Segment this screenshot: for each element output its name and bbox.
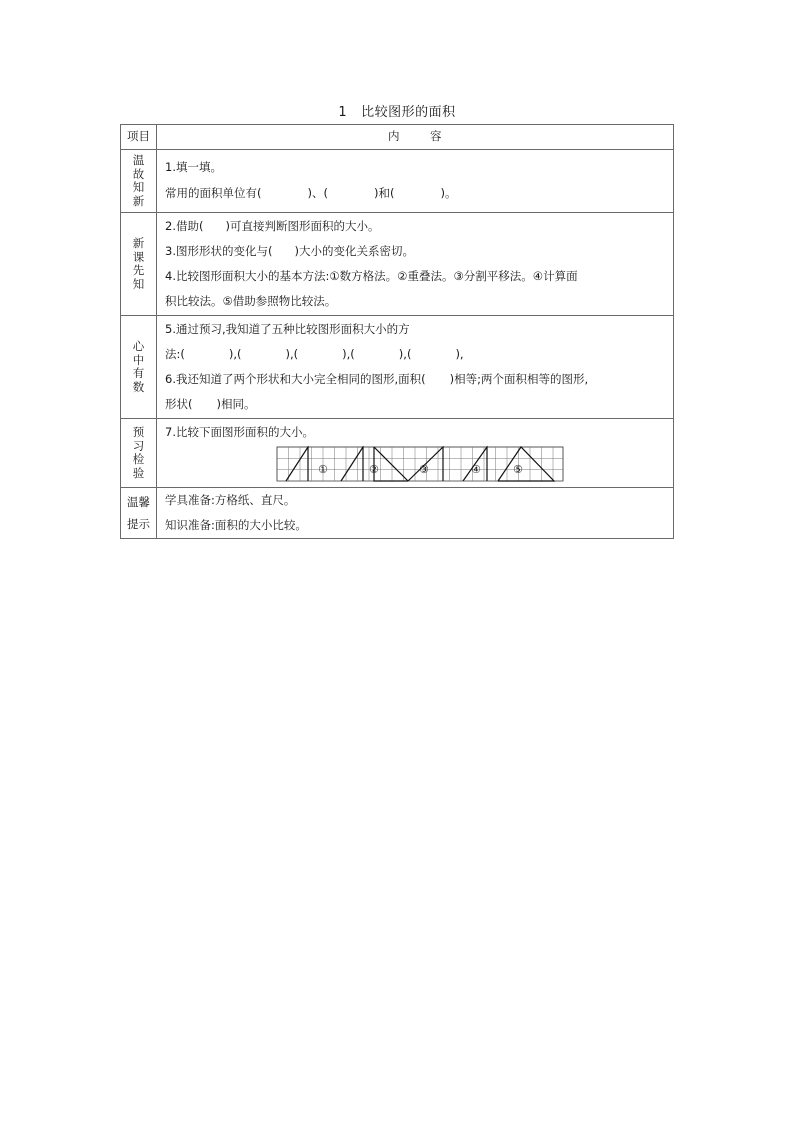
- shape-1: [286, 447, 308, 481]
- shape-label-5: ⑤: [513, 463, 523, 476]
- row-new-lesson: [121, 213, 674, 316]
- row-tips-content: [157, 488, 674, 539]
- shapes-grid-figure: [275, 446, 565, 484]
- new-line-4: 积比较法。⑤借助参照物比较法。: [165, 293, 337, 308]
- tips-line-1: 学具准备:方格纸、直尺。: [165, 492, 296, 507]
- row-check-content: [157, 419, 674, 488]
- header-row: [121, 125, 674, 150]
- shape-3: [374, 447, 443, 481]
- row-check-label: 预习检验: [121, 419, 157, 488]
- header-content-b: 容: [430, 129, 442, 144]
- row-check: [121, 419, 674, 488]
- summary-line-3: 6.我还知道了两个形状和大小完全相同的图形,面积( )相等;两个面积相等的图形,: [165, 371, 589, 386]
- page-title: [0, 101, 794, 120]
- shape-label-4: ④: [471, 463, 481, 476]
- lesson-number: 1: [338, 105, 348, 120]
- row-tips: [121, 488, 674, 539]
- row-new-lesson-label: 新课先知: [121, 213, 157, 316]
- shape-label-3: ③: [419, 463, 429, 476]
- shape-5: [498, 447, 554, 481]
- row-summary-label: 心中有数: [121, 316, 157, 419]
- tips-line-2: 知识准备:面积的大小比较。: [165, 517, 307, 532]
- row-tips-label: 温馨 提示: [121, 488, 157, 539]
- new-line-2: 3.图形形状的变化与( )大小的变化关系密切。: [165, 243, 414, 258]
- header-content-a: 内: [388, 129, 400, 144]
- row-review-content: [157, 150, 674, 213]
- header-content: [157, 125, 674, 150]
- shape-label-1: ①: [318, 463, 328, 476]
- check-line-1: 7.比较下面图形面积的大小。: [165, 425, 314, 440]
- row-summary: [121, 316, 674, 419]
- review-line-2: 常用的面积单位有( )、( )和( )。: [165, 186, 457, 201]
- row-review-label: 温故知新: [121, 150, 157, 213]
- new-line-1: 2.借助( )可直接判断图形面积的大小。: [165, 218, 380, 233]
- lesson-title: 比较图形的面积: [361, 105, 456, 120]
- header-item: 项目: [121, 125, 157, 150]
- row-new-lesson-content: [157, 213, 674, 316]
- review-line-1: 1.填一填。: [165, 160, 222, 175]
- summary-line-1: 5.通过预习,我知道了五种比较图形面积大小的方: [165, 321, 410, 336]
- new-line-3: 4.比较图形面积大小的基本方法:①数方格法。②重叠法。③分割平移法。④计算面: [165, 268, 578, 283]
- summary-line-4: 形状( )相同。: [165, 396, 256, 411]
- row-review: [121, 150, 674, 213]
- summary-line-2: 法:( ),( ),( ),( ),( ),: [165, 346, 464, 361]
- preview-table: [120, 124, 674, 539]
- shape-label-2: ②: [369, 463, 379, 476]
- shape-2: [341, 447, 363, 481]
- row-summary-content: [157, 316, 674, 419]
